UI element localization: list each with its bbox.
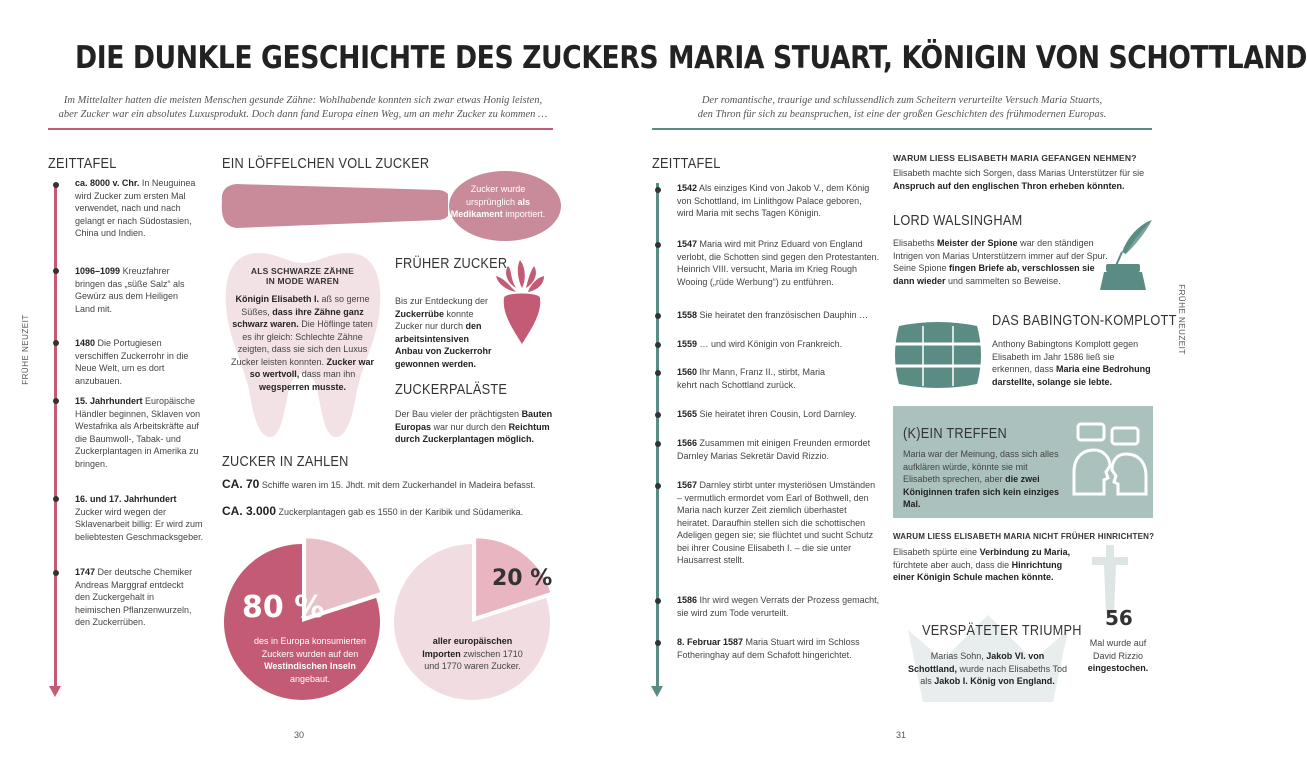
sugar-beet-icon	[490, 258, 550, 348]
triumph-heading: VERSPÄTETER TRIUMPH	[922, 622, 1082, 639]
right-page-number: 31	[896, 730, 907, 740]
triumph-text: Marias Sohn, Jakob VI. von Schottland, wurde nach Elisabeths Tod als Jakob I. König von England.	[908, 651, 1067, 686]
rizzio-number: 56	[1105, 606, 1133, 630]
pie1-text: des in Europa konsumierten Zuckers wurden auf den Westindischen Inseln angebaut.	[253, 636, 367, 684]
treffen-text: Maria war der Meinung, dass sich alles aufklären würde, könnte sie mit Elisabeth sprechen, aber die zwei Königinnen trafen sich kein einziges Mal.	[903, 449, 1060, 509]
left-zeittafel-heading: ZEITTAFEL	[48, 155, 117, 172]
timeline-dot	[655, 640, 661, 646]
walsingham-heading: LORD WALSINGHAM	[893, 212, 1023, 229]
zahlen-number-2: CA. 3.000	[222, 504, 277, 518]
right-title-rule	[652, 128, 1152, 130]
zahlen-item-2: CA. 3.000 Zuckerplantagen gab es 1550 in der Karibik und Südamerika.	[222, 504, 524, 518]
q1-text: Elisabeth machte sich Sorgen, dass Marias Unterstützer für sie Anspruch auf den englischen Thron erheben könnten.	[893, 168, 1145, 191]
timeline-dot	[655, 483, 661, 489]
timeline-dot	[655, 242, 661, 248]
left-intro	[48, 94, 558, 122]
spoon-text: Zucker wurde ursprünglich als Medikament importiert.	[450, 184, 546, 219]
left-intro-line-2: aber Zucker war ein absolutes Luxusprodukt. Doch dann fand Europa einen Weg, um an mehr Zucker zu kommen …	[58, 109, 548, 120]
left-timeline-item-6: 1747 Der deutsche Chemiker Andreas Marggraf entdeckt den Zuckergehalt in heimischen Pflanzenwurzeln, den Zuckerrüben.	[75, 567, 193, 627]
timeline-dot	[53, 268, 59, 274]
pie-chart-20	[392, 530, 557, 705]
right-timeline-item-10: 8. Februar 1587 Maria Stuart wird im Schloss Fotheringhay auf dem Schafott hingerichtet.	[677, 637, 860, 660]
quill-inkwell-icon	[1100, 218, 1155, 293]
spoon-handle	[222, 184, 448, 228]
tooth-heading-line-1: ALS SCHWARZE ZÄHNE	[250, 266, 355, 276]
right-intro	[652, 94, 1152, 122]
palaeste-heading: ZUCKERPALÄSTE	[395, 381, 508, 398]
timeline-dot	[53, 182, 59, 188]
right-timeline-line	[656, 183, 659, 688]
right-timeline-item-6: 1565 Sie heiratet ihren Cousin, Lord Darnley.	[677, 409, 857, 419]
treffen-heading: (K)EIN TREFFEN	[903, 425, 1007, 442]
left-page-title: DIE DUNKLE GESCHICHTE DES ZUCKERS	[75, 40, 659, 76]
right-side-label: FRÜHE NEUZEIT	[1176, 284, 1186, 355]
right-intro-line-2: den Thron für sich zu beanspruchen, ist eine der großen Geschichten des frühmodernen Europas.	[697, 109, 1107, 120]
babington-heading: DAS BABINGTON-KOMPLOTT	[992, 312, 1177, 329]
babington-text: Anthony Babingtons Komplott gegen Elisabeth im Jahr 1586 ließ sie erkennen, dass Maria eine Bedrohung darstellte, solange sie lebte.	[992, 339, 1151, 387]
timeline-dot	[53, 340, 59, 346]
right-timeline-item-4: 1559 … und wird Königin von Frankreich.	[677, 339, 843, 349]
left-timeline-line	[54, 183, 57, 688]
left-page-number: 30	[294, 730, 305, 740]
zahlen-heading: ZUCKER IN ZAHLEN	[222, 453, 349, 470]
pie2-percent: 20 %	[492, 566, 553, 591]
q2-heading: WARUM LIESS ELISABETH MARIA NICHT FRÜHER HINRICHTEN?	[893, 532, 1155, 541]
rizzio-text: Mal wurde auf David Rizzio eingestochen.	[1087, 638, 1149, 673]
timeline-dot	[655, 187, 661, 193]
right-page-title: MARIA STUART, KÖNIGIN VON SCHOTTLAND	[668, 40, 1307, 76]
dagger-icon	[1090, 545, 1130, 615]
left-title-rule	[48, 128, 553, 130]
timeline-dot	[655, 370, 661, 376]
walsingham-text: Elisabeths Meister der Spione war den ständigen Intrigen von Marias Unterstützern immer auf der Spur. Seine Spione fingen Briefe ab, verschlossen sie dann wieder und sammelten so Beweise.	[893, 238, 1108, 286]
right-timeline-item-8: 1567 Darnley stirbt unter mysteriösen Umständen – vermutlich ermordet vom Earl of Bothwell, den Maria nach kurzer Zeit ziemlich überhastet heiratet. Daraufhin stellen sich die schottischen Adeligen gegen sie; sie flüchtet und sucht Schutz bei ihrer Cousine Elisabeth I. – die sie unter Hausarrest stellt.	[677, 480, 876, 565]
timeline-dot	[655, 598, 661, 604]
right-timeline-arrow	[651, 686, 663, 697]
q2-text: Elisabeth spürte eine Verbindung zu Maria, fürchtete aber auch, dass die Hinrichtung einer Königin Schule machen könnte.	[893, 547, 1071, 582]
left-side-label: FRÜHE NEUZEIT	[20, 314, 30, 385]
timeline-dot	[655, 313, 661, 319]
zahlen-item-1: CA. 70 Schiffe waren im 15. Jhdt. mit dem Zuckerhandel in Madeira befasst.	[222, 477, 536, 491]
left-timeline-item-1: ca. 8000 v. Chr. In Neuguinea wird Zucker zum ersten Mal verwendet, nach und nach gelangt er nach Südostasien, China und Indien.	[75, 178, 196, 238]
right-timeline-item-9: 1586 Ihr wird wegen Verrats der Prozess gemacht, sie wird zum Tode verurteilt.	[677, 595, 880, 618]
right-timeline-item-1: 1542 Als einziges Kind von Jakob V., dem König von Schottland, im Linlithgow Palace geboren, wird Maria mit sechs Tagen Königin.	[677, 183, 870, 218]
pie1-percent: 80 %	[242, 590, 325, 625]
tooth-text: Königin Elisabeth I. aß so gerne Süßes, dass ihre Zähne ganz schwarz waren. Die Höflinge taten es ihr gleich: Schlechte Zähne zeigten, dass sie sich den Luxus Zucker leisten konnten. Zucker war so wertvoll, dass man ihn wegsperren musste.	[230, 294, 375, 392]
timeline-dot	[53, 496, 59, 502]
left-intro-line-1: Im Mittelalter hatten die meisten Menschen gesunde Zähne: Wohlhabende konnten sich zwar etwas Honig leisten,	[63, 95, 543, 106]
spoon-heading: EIN LÖFFELCHEN VOLL ZUCKER	[222, 155, 430, 172]
right-timeline-item-2: 1547 Maria wird mit Prinz Eduard von England verlobt, die Schotten sind gegen den Protestanten. Heinrich VIII. versucht, Maria im Krieg Rough Wooing („rüde Werbung“) zu entführen.	[677, 239, 880, 287]
frueher-text: Bis zur Entdeckung der Zuckerrübe konnte Zucker nur durch den arbeitsintensiven Anbau von Zuckerrohr gewonnen werden.	[395, 296, 492, 369]
pie2-text: aller europäischen Importen zwischen 1710 und 1770 waren Zucker.	[422, 636, 523, 671]
right-intro-line-1: Der romantische, traurige und schlussendlich zum Scheitern verurteilte Versuch Maria Stuarts,	[701, 95, 1103, 106]
timeline-dot	[655, 441, 661, 447]
left-timeline-item-4: 15. Jahrhundert Europäische Händler beginnen, Sklaven von Westafrika als Arbeitskräfte auf die Baumwoll-, Tabak- und Zuckerplantagen in Amerika zu bringen.	[75, 396, 201, 469]
left-timeline-item-3: 1480 Die Portugiesen verschiffen Zuckerrohr in die Neue Welt, um es dort anzubauen.	[75, 338, 189, 386]
two-heads-speech-icon	[1070, 420, 1150, 500]
timeline-dot	[53, 398, 59, 404]
frueher-heading: FRÜHER ZUCKER	[395, 255, 508, 272]
tooth-heading	[235, 266, 370, 286]
q1-heading: WARUM LIESS ELISABETH MARIA GEFANGEN NEHMEN?	[893, 153, 1137, 163]
left-timeline-item-2: 1096–1099 Kreuzfahrer bringen das „süße Salz“ als Gewürz aus dem Heiligen Land mit.	[75, 266, 185, 314]
barrel-icon	[893, 320, 983, 390]
timeline-dot	[53, 570, 59, 576]
timeline-dot	[655, 412, 661, 418]
right-zeittafel-heading: ZEITTAFEL	[652, 155, 721, 172]
left-timeline-item-5: 16. und 17. Jahrhundert Zucker wird wegen der Sklavenarbeit billig: Er wird zum beliebtesten Geschmacksgeber.	[75, 494, 204, 542]
timeline-dot	[655, 342, 661, 348]
right-timeline-item-3: 1558 Sie heiratet den französischen Dauphin …	[677, 310, 869, 320]
zahlen-number-1: CA. 70	[222, 477, 260, 491]
right-timeline-item-7: 1566 Zusammen mit einigen Freunden ermordet Darnley Marias Sekretär David Rizzio.	[677, 438, 871, 461]
tooth-heading-line-2: IN MODE WAREN	[266, 276, 339, 286]
right-timeline-item-5: 1560 Ihr Mann, Franz II., stirbt, Maria kehrt nach Schottland zurück.	[677, 367, 826, 390]
palaeste-text: Der Bau vieler der prächtigsten Bauten Europas war nur durch den Reichtum durch Zuckerplantagen möglich.	[395, 409, 553, 444]
left-timeline-arrow	[49, 686, 61, 697]
